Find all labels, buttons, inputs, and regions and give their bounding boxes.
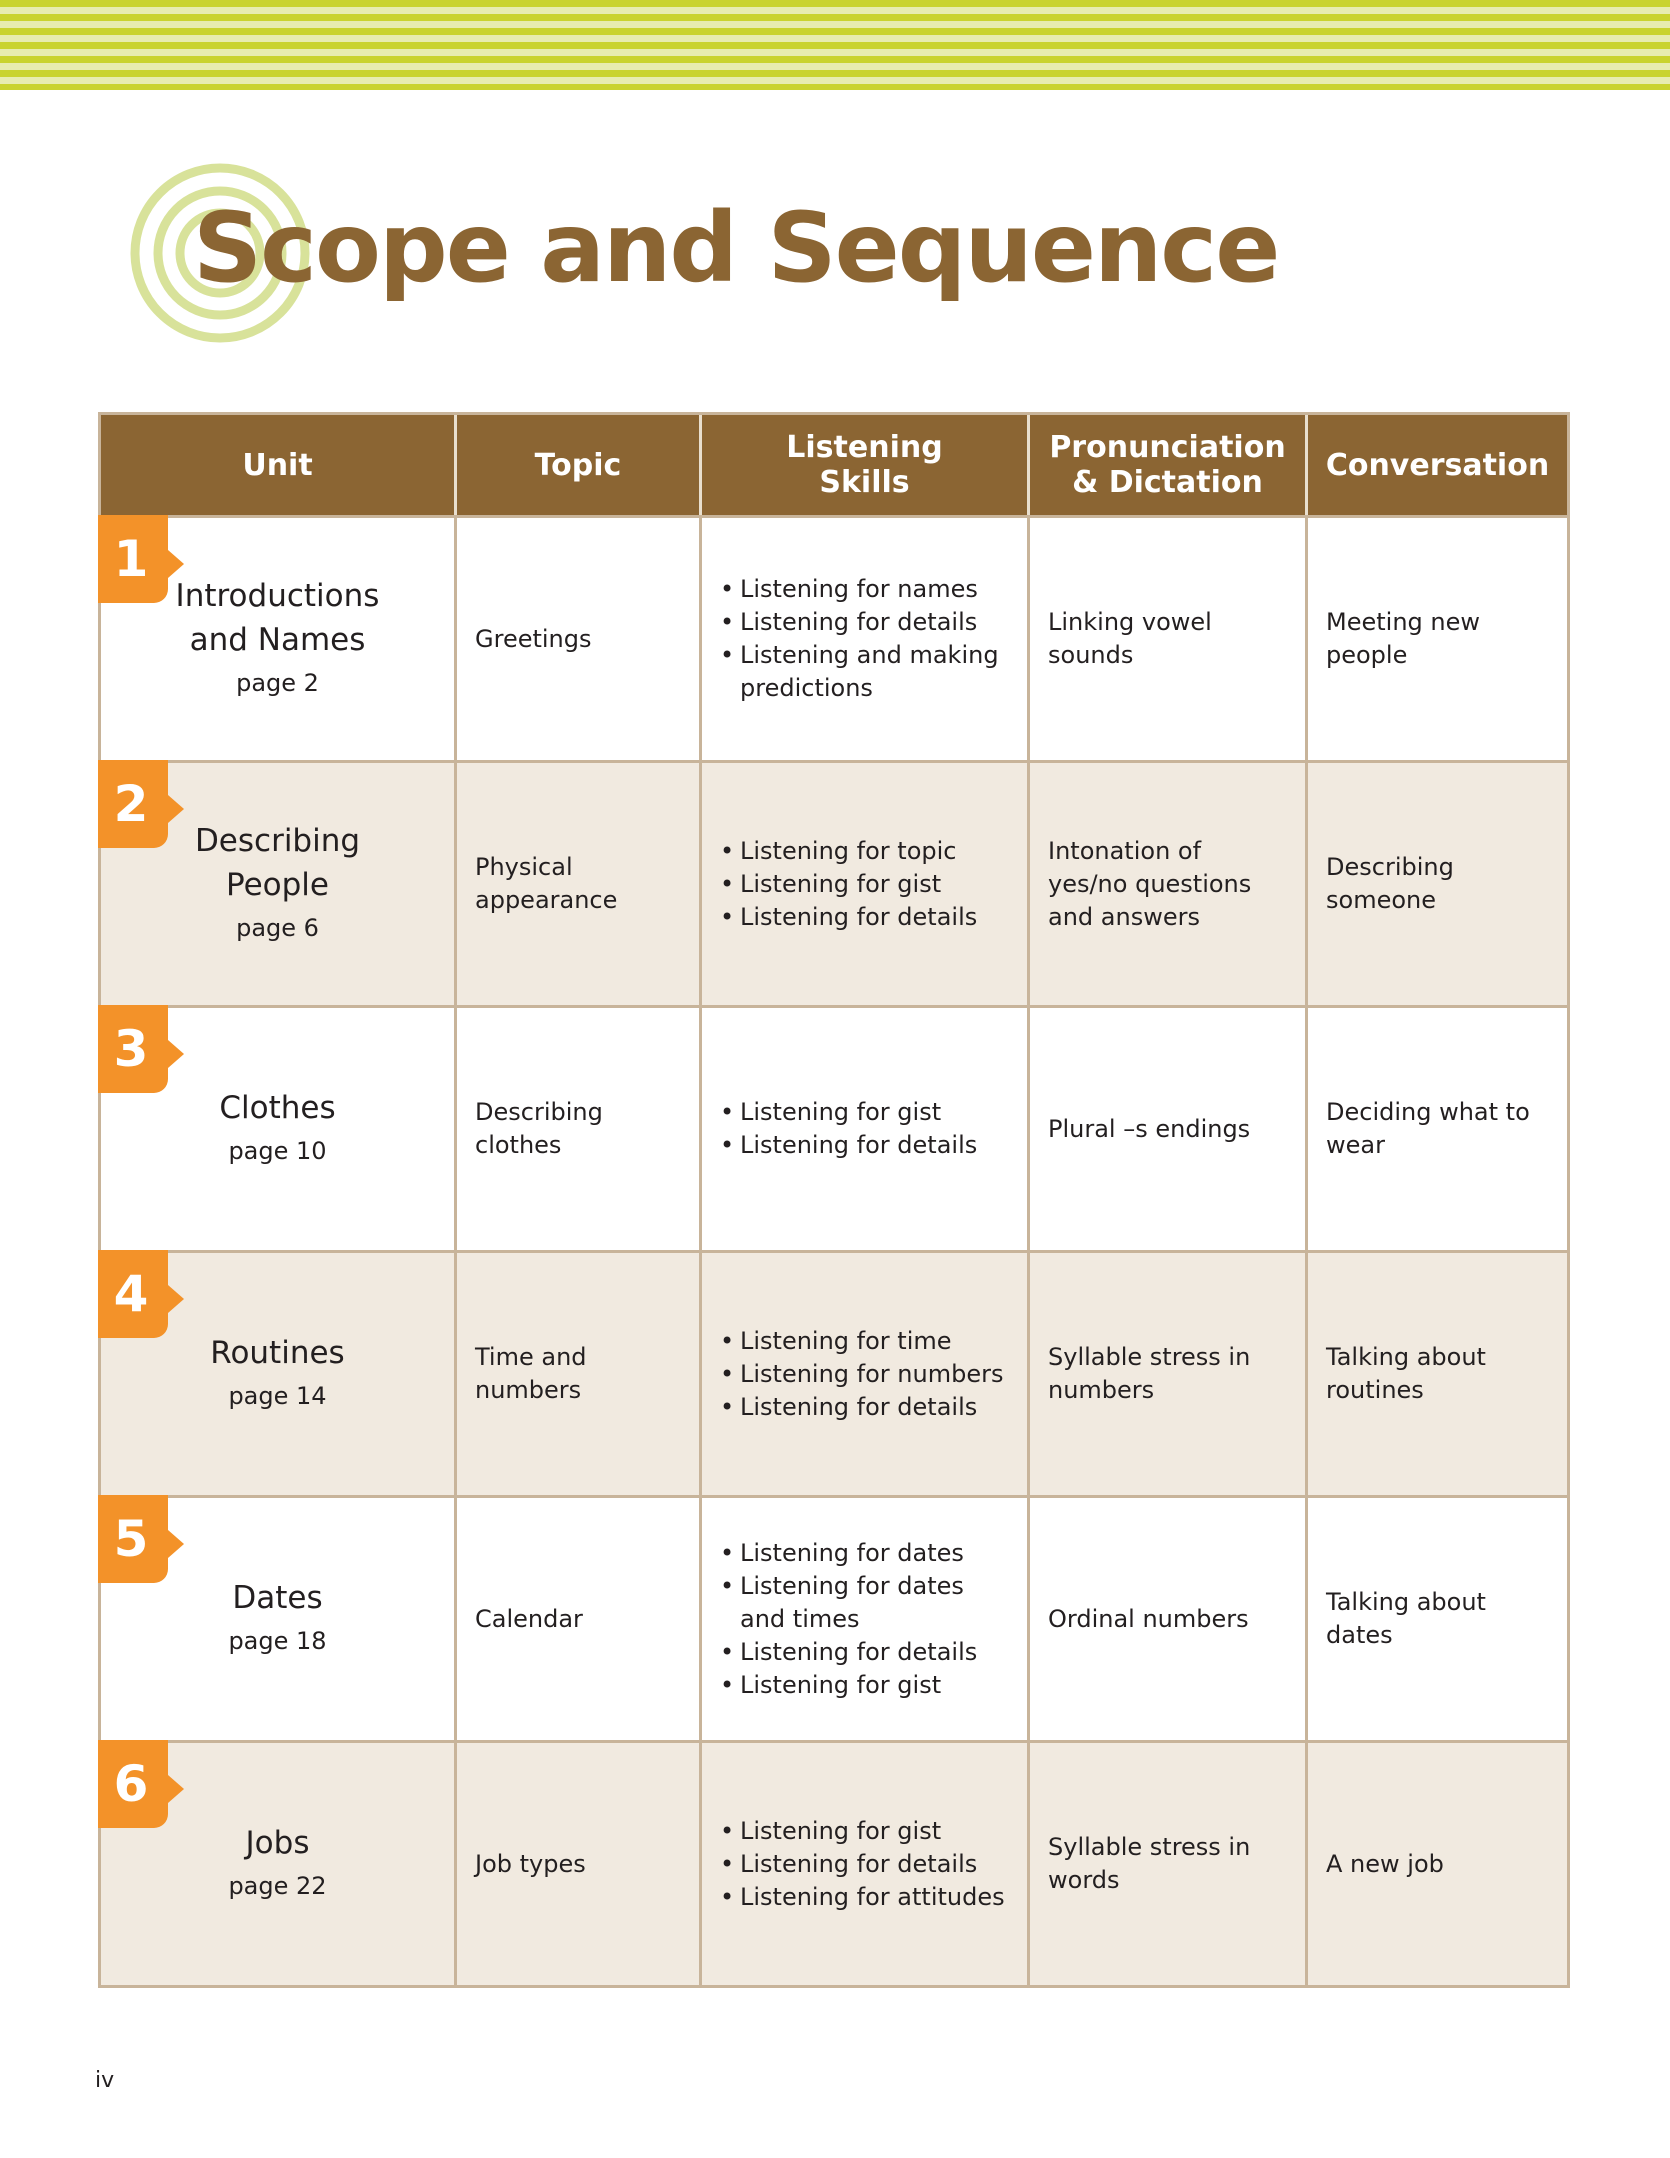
topic-cell: Calendar [457,1498,702,1740]
unit-cell [101,1498,457,1740]
table-row [101,515,1567,760]
unit-page-link[interactable]: page 2 [236,669,319,697]
table-body [101,515,1567,1985]
skill-item: • Listening for gist [720,1669,1009,1702]
unit-title: Jobs [245,1825,310,1861]
unit-number-badge: 5 [98,1495,168,1583]
skills-list [720,1325,1003,1424]
skill-item: • Listening for gist [720,1096,977,1129]
skill-item: • Listening for details [720,901,977,934]
conversation-cell: Talking about dates [1326,1588,1486,1649]
header-stripes [0,0,1670,90]
table-row [101,1740,1567,1985]
skills-list [720,573,1009,705]
skill-item: • Listening for names [720,573,1009,606]
conversation-cell: Describing someone [1326,853,1454,914]
unit-page-link[interactable]: page 14 [228,1382,327,1410]
skill-item: • Listening for details [720,1129,977,1162]
unit-title: Describing People [194,823,361,903]
unit-title: Clothes [219,1090,336,1126]
badge-arrow [168,1285,184,1313]
skill-item: • Listening for gist [720,868,977,901]
pronunciation-cell: Syllable stress in words [1030,1743,1308,1985]
unit-page-link[interactable]: page 10 [228,1137,327,1165]
listening-cell [702,1743,1030,1985]
pronunciation-cell: Intonation of yes/no questions and answers [1030,763,1308,1005]
badge-arrow [168,795,184,823]
skills-list [720,835,977,934]
skill-item: • Listening for details [720,606,1009,639]
skill-item: • Listening for time [720,1325,1003,1358]
table-row [101,1495,1567,1740]
unit-number-badge: 1 [98,515,168,603]
unit-cell [101,518,457,760]
unit-page-link[interactable]: page 6 [236,914,319,942]
badge-arrow [168,1040,184,1068]
listening-cell [702,763,1030,1005]
skills-list [720,1537,1009,1702]
header-pronunciation: Pronunciation & Dictation [1030,415,1308,515]
conversation-cell: Talking about routines [1326,1343,1486,1404]
skill-item: • Listening for attitudes [720,1881,1005,1914]
topic-cell: Physical appearance [457,763,702,1005]
pronunciation-cell: Linking vowel sounds [1030,518,1308,760]
unit-title: Dates [232,1580,323,1616]
listening-cell [702,518,1030,760]
skill-item: • Listening for details [720,1848,1005,1881]
scope-table [98,412,1570,1988]
skill-item: • Listening for details [720,1391,1003,1424]
unit-cell [101,1008,457,1250]
skill-item: • Listening for numbers [720,1358,1003,1391]
skills-list [720,1815,1005,1914]
topic-cell: Time and numbers [457,1253,702,1495]
unit-title: Introductions and Names [175,578,380,658]
conversation-cell: A new job [1326,1849,1444,1878]
unit-cell [101,763,457,1005]
page-title: Scope and Sequence [193,192,1279,304]
topic-cell: Describing clothes [457,1008,702,1250]
unit-title: Routines [210,1335,345,1371]
page-number: iv [95,2068,115,2093]
header-unit: Unit [101,415,457,515]
header-topic: Topic [457,415,702,515]
skill-item: • Listening for gist [720,1815,1005,1848]
pronunciation-cell: Plural –s endings [1030,1008,1308,1250]
skill-item: • Listening for dates [720,1537,1009,1570]
listening-cell [702,1008,1030,1250]
unit-number-badge: 2 [98,760,168,848]
conversation-cell: Meeting new people [1326,608,1480,669]
topic-cell: Greetings [457,518,702,760]
table-row [101,760,1567,1005]
badge-arrow [168,550,184,578]
conversation-cell: Deciding what to wear [1326,1098,1530,1159]
badge-arrow [168,1530,184,1558]
skill-item: • Listening for dates and times [720,1570,1009,1636]
unit-page-link[interactable]: page 18 [228,1627,327,1655]
title-block [125,150,1279,350]
unit-page-link[interactable]: page 22 [228,1872,327,1900]
listening-cell [702,1498,1030,1740]
unit-number-badge: 3 [98,1005,168,1093]
skill-item: • Listening for topic [720,835,977,868]
header-listening: Listening Skills [702,415,1030,515]
unit-number-badge: 6 [98,1740,168,1828]
unit-cell [101,1253,457,1495]
header-conversation: Conversation [1325,447,1550,483]
unit-number-badge: 4 [98,1250,168,1338]
topic-cell: Job types [457,1743,702,1985]
table-header [101,415,1567,515]
badge-arrow [168,1775,184,1803]
listening-cell [702,1253,1030,1495]
skill-item: • Listening for details [720,1636,1009,1669]
table-row [101,1250,1567,1495]
pronunciation-cell: Ordinal numbers [1030,1498,1308,1740]
table-row [101,1005,1567,1250]
skill-item: • Listening and making predictions [720,639,1009,705]
unit-cell [101,1743,457,1985]
pronunciation-cell: Syllable stress in numbers [1030,1253,1308,1495]
skills-list [720,1096,977,1162]
